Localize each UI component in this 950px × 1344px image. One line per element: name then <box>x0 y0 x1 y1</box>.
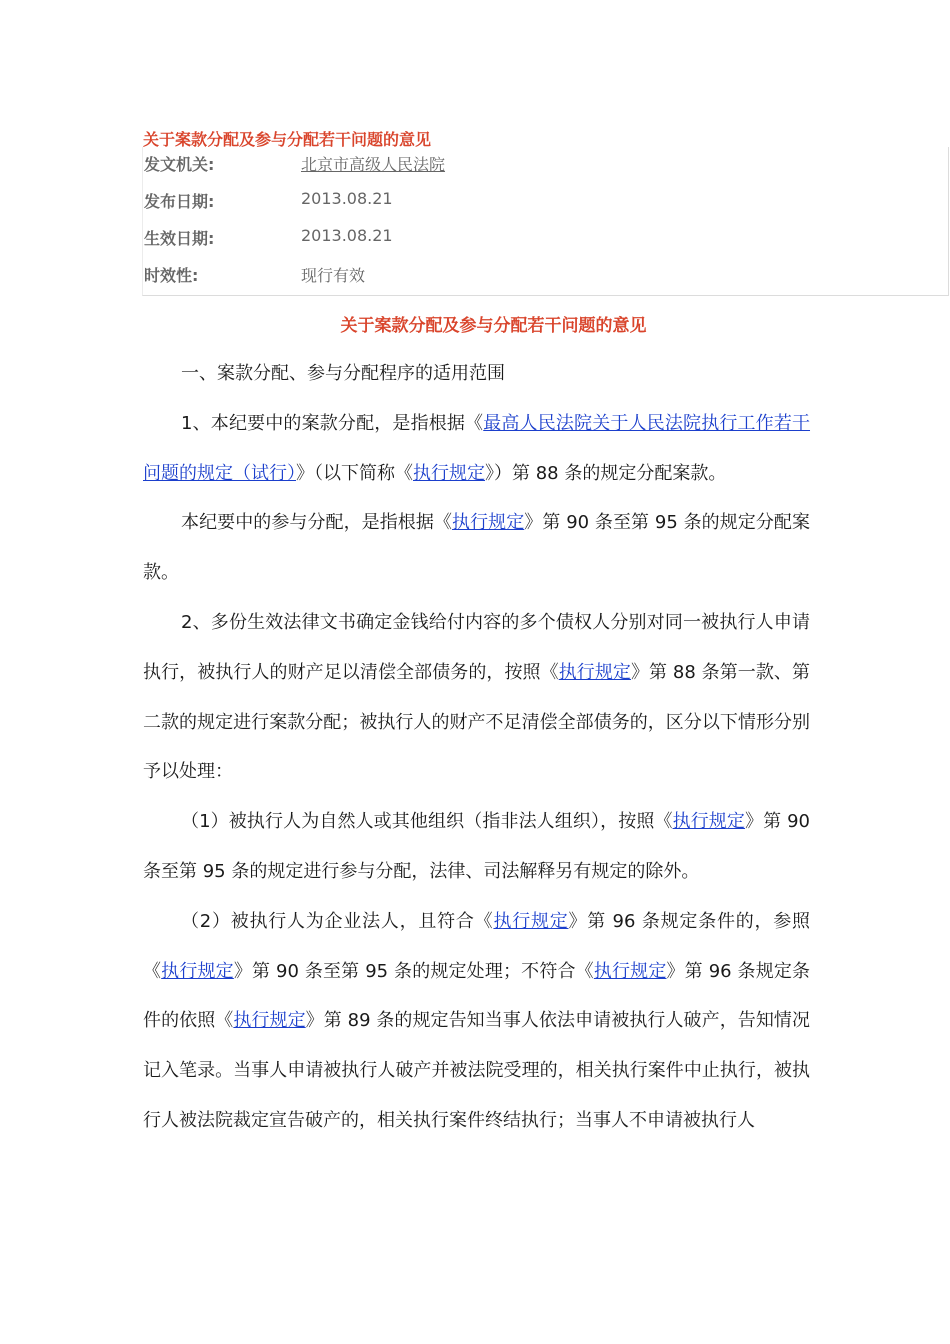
text-span: 》第 90 条至第 95 条的规定进行参与分配，法律、司法解释另有规定的除外。 <box>143 811 810 882</box>
text-span: （2）被执行人为企业法人，且符合《 <box>181 910 494 932</box>
publish-date-label: 发布日期: <box>144 192 215 211</box>
regulation-link[interactable]: 执行规定 <box>413 462 485 484</box>
document-title: 关于案款分配及参与分配若干问题的意见 <box>340 316 647 336</box>
section-heading: 一、案款分配、参与分配程序的适用范围 <box>181 363 505 384</box>
metadata-panel <box>142 147 949 296</box>
text-span: 》）第 88 条的规定分配案款。 <box>485 462 727 484</box>
paragraph <box>143 598 810 797</box>
regulation-link[interactable]: 执行规定 <box>233 1010 306 1032</box>
text-span: 》第 90 条至第 95 条的规定处理；不符合《 <box>233 960 594 982</box>
status-label: 时效性: <box>144 266 199 285</box>
text-span: 本纪要中的参与分配，是指根据《 <box>181 512 453 534</box>
text-span: 》第 90 条至第 95 条的规定分配案款。 <box>143 512 811 584</box>
regulation-link[interactable]: 执行规定 <box>452 512 525 534</box>
page-title: 关于案款分配及参与分配若干问题的意见 <box>143 130 432 149</box>
regulation-link[interactable]: 执行规定 <box>672 811 746 833</box>
effective-date-label: 生效日期: <box>144 229 215 248</box>
text-span: 》（以下简称《 <box>296 462 413 484</box>
text-span: （1）被执行人为自然人或其他组织（指非法人组织），按照《 <box>181 811 673 833</box>
paragraph <box>143 399 810 499</box>
text-span: 1、本纪要中的案款分配，是指根据《 <box>181 412 484 434</box>
paragraph <box>143 498 810 598</box>
regulation-link[interactable]: 执行规定 <box>493 910 569 932</box>
text-span: 》第 96 条规定条件的依照《 <box>143 960 811 1032</box>
document-body <box>143 349 810 1146</box>
status-value: 现行有效 <box>301 266 366 285</box>
regulation-link[interactable]: 执行规定 <box>161 960 234 982</box>
issuer-link[interactable]: 北京市高级人民法院 <box>301 155 446 174</box>
text-span: 》第 88 条第一款、第二款的规定进行案款分配；被执行人的财产不足清偿全部债务的，区分以下情形分别予以处理： <box>143 661 810 783</box>
publish-date-value: 2013.08.21 <box>301 189 393 208</box>
regulation-link[interactable]: 最高人民法院关于人民法院执行工作若干问题的规定（试行） <box>143 412 811 484</box>
text-span: 》第 96 条规定条件的，参照《 <box>143 910 811 982</box>
regulation-link[interactable]: 执行规定 <box>558 661 631 683</box>
effective-date-value: 2013.08.21 <box>301 226 393 245</box>
paragraph <box>143 797 810 897</box>
regulation-link[interactable]: 执行规定 <box>593 960 667 982</box>
issuer-label: 发文机关: <box>144 155 215 174</box>
text-span: 2、多份生效法律文书确定金钱给付内容的多个债权人分别对同一被执行人申请执行，被执行人的财产足以清偿全部债务的，按照《 <box>143 611 810 683</box>
paragraph <box>143 897 810 1146</box>
text-span: 》第 89 条的规定告知当事人依法申请被执行人破产，告知情况记入笔录。当事人申请被执行人破产并被法院受理的，相关执行案件中止执行，被执行人被法院裁定宣告破产的，相关执行案件终结执行；当事人不申请被执行人 <box>143 1010 810 1131</box>
